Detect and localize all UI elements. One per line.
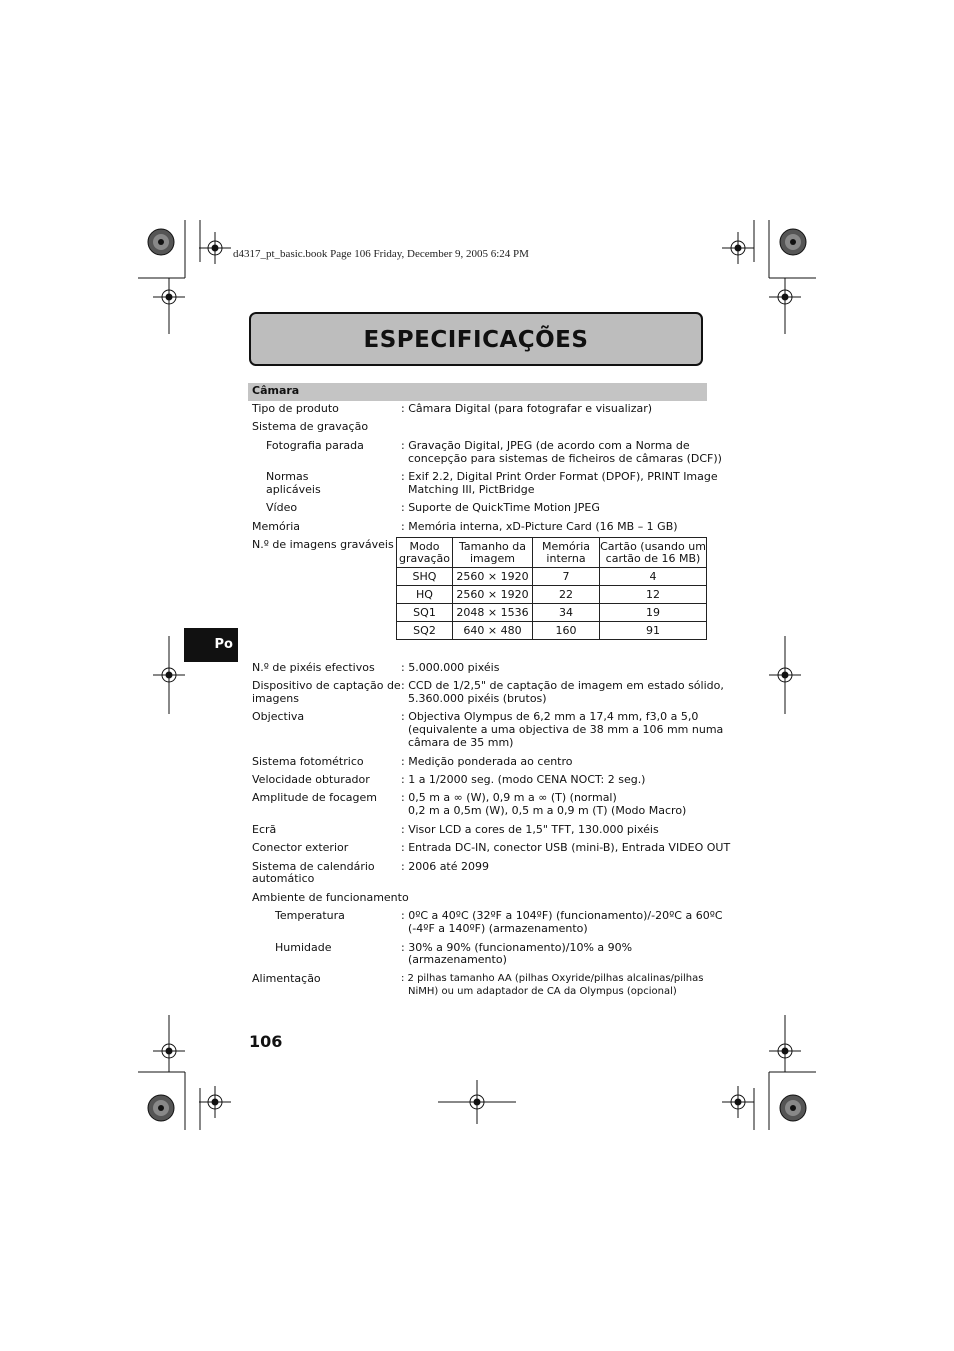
- table-header: Memória interna: [533, 538, 600, 568]
- spec-label: Memória: [252, 520, 301, 533]
- table-cell: SQ1: [397, 604, 453, 622]
- table-cell: 34: [533, 604, 600, 622]
- spec-value-cont: concepção para sistemas de ficheiros de câmaras (DCF)): [408, 452, 722, 465]
- spec-label: Sistema de gravação: [252, 420, 369, 433]
- section-title: Câmara: [252, 384, 300, 397]
- spec-value-cont: NiMH) ou um adaptador de CA da Olympus (opcional): [408, 986, 677, 997]
- spec-label: Conector exterior: [252, 841, 349, 854]
- image-count-table: [396, 537, 707, 640]
- table-header: Tamanho da imagem: [453, 538, 533, 568]
- table-cell: SHQ: [397, 568, 453, 586]
- spec-value: : Exif 2.2, Digital Print Order Format (DPOF), PRINT Image: [401, 470, 718, 483]
- table-cell: 22: [533, 586, 600, 604]
- spec-value: : Visor LCD a cores de 1,5" TFT, 130.000 pixéis: [401, 823, 659, 836]
- table-header: Cartão (usando um cartão de 16 MB): [600, 538, 707, 568]
- table-row: [397, 586, 707, 604]
- page-number: 106: [249, 1032, 283, 1051]
- spec-label: Sistema fotométrico: [252, 755, 364, 768]
- spec-value-cont: (-4ºF a 140ºF) (armazenamento): [408, 922, 588, 935]
- table-cell: 91: [600, 622, 707, 640]
- spec-label: Humidade: [275, 941, 332, 954]
- spec-value: : 30% a 90% (funcionamento)/10% a 90%: [401, 941, 633, 954]
- table-cell: 640 × 480: [453, 622, 533, 640]
- section-header: [248, 383, 707, 401]
- spec-value: : Entrada DC-IN, conector USB (mini-B), Entrada VIDEO OUT: [401, 841, 731, 854]
- spec-value: : Medição ponderada ao centro: [401, 755, 573, 768]
- spec-value: : 5.000.000 pixéis: [401, 661, 500, 674]
- spec-value: : Memória interna, xD-Picture Card (16 MB – 1 GB): [401, 520, 678, 533]
- spec-value-cont: 0,2 m a 0,5m (W), 0,5 m a 0,9 m (T) (Modo Macro): [408, 804, 687, 817]
- table-header: Modo gravação: [397, 538, 453, 568]
- spec-value: : CCD de 1/2,5" de captação de imagem em estado sólido,: [401, 679, 724, 692]
- spec-value: : 0,5 m a ∞ (W), 0,9 m a ∞ (T) (normal): [401, 791, 617, 804]
- page-title: ESPECIFICAÇÕES: [363, 327, 589, 353]
- table-cell: 160: [533, 622, 600, 640]
- spec-value: : Gravação Digital, JPEG (de acordo com a Norma de: [401, 439, 690, 452]
- spec-label: Velocidade obturador: [252, 773, 370, 786]
- table-cell: 2560 × 1920: [453, 568, 533, 586]
- spec-label: Ecrã: [252, 823, 277, 836]
- spec-label: Tipo de produto: [252, 402, 339, 415]
- spec-value: : Suporte de QuickTime Motion JPEG: [401, 501, 600, 514]
- spec-label-cont: aplicáveis: [266, 483, 321, 496]
- spec-label-cont: imagens: [252, 692, 299, 705]
- spec-label: Vídeo: [266, 501, 298, 514]
- table-header-row: [397, 538, 707, 568]
- spec-label: N.º de imagens graváveis: [252, 538, 394, 551]
- spec-label: Ambiente de funcionamento: [252, 891, 409, 904]
- language-tab-label: Po: [214, 637, 233, 652]
- spec-value: : Câmara Digital (para fotografar e visualizar): [401, 402, 653, 415]
- table-cell: 2560 × 1920: [453, 586, 533, 604]
- table-cell: 12: [600, 586, 707, 604]
- spec-value-cont: Matching III, PictBridge: [408, 483, 535, 496]
- spec-label: Fotografia parada: [266, 439, 364, 452]
- spec-label: Amplitude de focagem: [252, 791, 377, 804]
- spec-value: : 2 pilhas tamanho AA (pilhas Oxyride/pilhas alcalinas/pilhas: [401, 973, 704, 984]
- spec-value: : 1 a 1/2000 seg. (modo CENA NOCT: 2 seg.): [401, 773, 646, 786]
- spec-label: N.º de pixéis efectivos: [252, 661, 375, 674]
- table-cell: 4: [600, 568, 707, 586]
- spec-label: Normas: [266, 470, 309, 483]
- table-cell: 7: [533, 568, 600, 586]
- spec-value: : 0ºC a 40ºC (32ºF a 104ºF) (funcionamento)/-20ºC a 60ºC: [401, 909, 723, 922]
- spec-value-cont: (equivalente a uma objectiva de 38 mm a 106 mm numa: [408, 723, 724, 736]
- spec-value-cont: (armazenamento): [408, 953, 507, 966]
- spec-value-cont: 5.360.000 pixéis (brutos): [408, 692, 547, 705]
- table-cell: HQ: [397, 586, 453, 604]
- table-cell: 2048 × 1536: [453, 604, 533, 622]
- table-cell: 19: [600, 604, 707, 622]
- table-cell: SQ2: [397, 622, 453, 640]
- spec-value: : 2006 até 2099: [401, 860, 490, 873]
- spec-label: Dispositivo de captação de: [252, 679, 401, 692]
- book-info: d4317_pt_basic.book Page 106 Friday, December 9, 2005 6:24 PM: [233, 248, 529, 260]
- table-row: [397, 622, 707, 640]
- table-row: [397, 568, 707, 586]
- spec-label: Objectiva: [252, 710, 305, 723]
- spec-label: Sistema de calendário: [252, 860, 375, 873]
- spec-value: : Objectiva Olympus de 6,2 mm a 17,4 mm, f3,0 a 5,0: [401, 710, 699, 723]
- spec-label-cont: automático: [252, 872, 315, 885]
- spec-label: Temperatura: [275, 909, 345, 922]
- spec-value-cont: câmara de 35 mm): [408, 736, 514, 749]
- language-tab: [184, 628, 238, 662]
- table-row: [397, 604, 707, 622]
- spec-label: Alimentação: [252, 972, 321, 985]
